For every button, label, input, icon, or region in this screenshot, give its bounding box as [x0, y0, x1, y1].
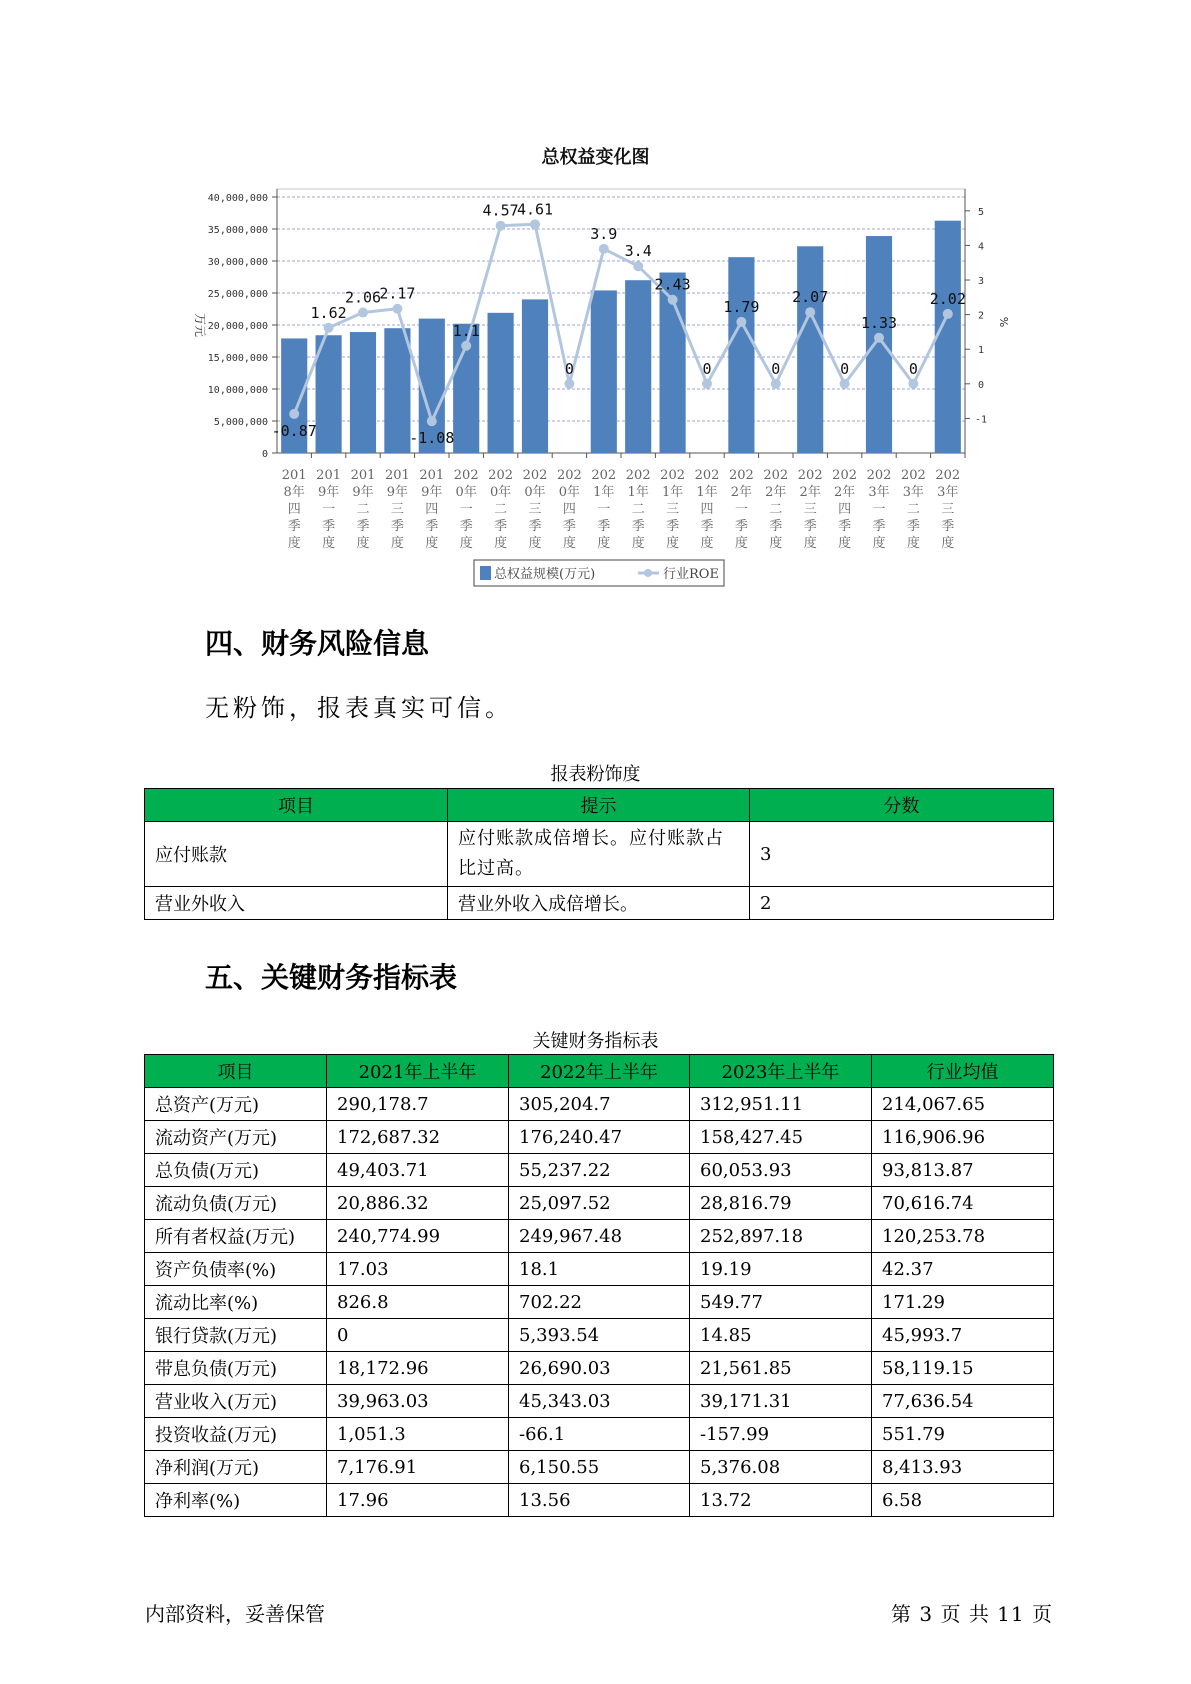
x-tick-label: 季 — [287, 519, 301, 534]
kpi-value: 116,906.96 — [872, 1121, 1054, 1154]
y2-tick-label: 1 — [977, 345, 985, 357]
x-tick-label: 度 — [287, 536, 301, 551]
x-tick-label: 202 — [728, 468, 754, 483]
x-tick-label: 202 — [900, 468, 926, 483]
x-tick-label: 1年 — [661, 485, 684, 500]
kpi-item: 所有者权益(万元) — [145, 1220, 327, 1253]
risk-table — [144, 788, 1054, 920]
x-tick-label: 1年 — [593, 485, 615, 500]
y-axis-label: 万元 — [193, 312, 207, 338]
risk-tip: 应付账款成倍增长。应付账款占比过高。 — [448, 822, 750, 887]
x-tick-label: 二 — [631, 502, 645, 517]
x-tick-label: 0年 — [558, 485, 581, 500]
roe-point — [496, 221, 506, 231]
header-cell: 2021年上半年 — [327, 1055, 509, 1088]
x-tick-label: 季 — [941, 519, 955, 534]
x-tick-label: 度 — [872, 536, 886, 551]
table-row — [145, 1253, 1054, 1286]
x-tick-label: 度 — [425, 536, 439, 551]
roe-data-label: 1.62 — [310, 303, 347, 322]
x-tick-label: 三 — [666, 502, 680, 517]
kpi-value: 45,343.03 — [509, 1385, 690, 1418]
x-tick-label: 三 — [390, 502, 404, 517]
x-tick-label: 季 — [425, 519, 439, 534]
y2-axis-label: % — [997, 316, 1010, 328]
kpi-value: 70,616.74 — [872, 1187, 1054, 1220]
kpi-value: 55,237.22 — [509, 1154, 690, 1187]
bar — [384, 328, 410, 453]
x-tick-label: 202 — [797, 468, 823, 483]
bar — [625, 280, 651, 453]
x-tick-label: 度 — [700, 536, 714, 551]
risk-tip: 营业外收入成倍增长。 — [448, 887, 750, 920]
roe-point — [702, 379, 712, 389]
y-tick-label: 20,000,000 — [207, 321, 268, 332]
table-row — [145, 822, 1054, 887]
risk-item: 营业外收入 — [145, 887, 448, 920]
x-tick-label: 度 — [803, 536, 817, 551]
header-cell: 提示 — [448, 789, 750, 822]
x-tick-label: 季 — [769, 519, 783, 534]
x-tick-label: 季 — [597, 519, 611, 534]
kpi-table-caption: 关键财务指标表 — [532, 1031, 659, 1052]
roe-point — [358, 308, 368, 318]
x-tick-label: 3年 — [902, 485, 925, 500]
x-tick-label: 202 — [763, 468, 789, 483]
table-row — [145, 1187, 1054, 1220]
legend-bar-swatch — [480, 566, 491, 580]
x-tick-label: 季 — [838, 519, 852, 534]
x-tick-label: 季 — [906, 519, 920, 534]
table-row — [145, 1154, 1054, 1187]
x-tick-label: 3年 — [937, 485, 959, 500]
kpi-value: 26,690.03 — [509, 1352, 690, 1385]
x-tick-label: 0年 — [489, 485, 512, 500]
x-tick-label: 度 — [838, 536, 852, 551]
kpi-value: 176,240.47 — [509, 1121, 690, 1154]
x-tick-label: 202 — [832, 468, 858, 483]
table-row — [145, 1385, 1054, 1418]
x-tick-label: 四 — [287, 502, 301, 517]
y2-tick-label: 2 — [977, 310, 985, 322]
equity-chart — [0, 0, 1191, 600]
kpi-value: 28,816.79 — [690, 1187, 872, 1220]
x-tick-label: 三 — [528, 502, 542, 517]
x-tick-label: 季 — [631, 519, 645, 534]
kpi-value: 171.29 — [872, 1286, 1054, 1319]
legend-line-label: 行业ROE — [663, 567, 719, 582]
x-tick-label: 度 — [562, 536, 576, 551]
x-tick-label: 2年 — [765, 485, 787, 500]
x-tick-label: 9年 — [386, 485, 409, 500]
x-tick-label: 202 — [625, 468, 651, 483]
bar — [935, 221, 961, 453]
kpi-value: 7,176.91 — [327, 1451, 509, 1484]
roe-point — [392, 304, 402, 314]
x-tick-label: 一 — [322, 502, 336, 517]
kpi-item: 银行贷款(万元) — [145, 1319, 327, 1352]
x-tick-label: 201 — [350, 468, 376, 483]
kpi-item: 投资收益(万元) — [145, 1418, 327, 1451]
risk-score: 2 — [750, 887, 1054, 920]
x-tick-label: 9年 — [317, 485, 340, 500]
x-tick-label: 2年 — [730, 485, 753, 500]
x-tick-label: 度 — [356, 536, 370, 551]
roe-data-label: 1.33 — [860, 313, 898, 332]
header-cell: 分数 — [750, 789, 1054, 822]
x-tick-label: 季 — [803, 519, 817, 534]
table-row — [145, 1088, 1054, 1121]
footer-page-number: 第 3 页 共 11 页 — [891, 1602, 1053, 1626]
x-tick-label: 度 — [941, 536, 955, 551]
kpi-value: 42.37 — [872, 1253, 1054, 1286]
y2-tick-label: -1 — [974, 414, 988, 426]
x-tick-label: 202 — [591, 468, 617, 483]
kpi-value: 6,150.55 — [509, 1451, 690, 1484]
risk-table-header — [145, 789, 1054, 822]
y-tick-label: 35,000,000 — [207, 225, 268, 236]
roe-data-label: 2.06 — [344, 288, 382, 307]
y-tick-label: 10,000,000 — [207, 385, 268, 396]
kpi-item: 流动资产(万元) — [145, 1121, 327, 1154]
y-tick-label: 25,000,000 — [207, 289, 268, 300]
x-tick-label: 四 — [838, 502, 852, 517]
kpi-value: 39,171.31 — [690, 1385, 872, 1418]
header-cell: 行业均值 — [872, 1055, 1054, 1088]
x-tick-label: 8年 — [283, 485, 305, 500]
kpi-item: 资产负债率(%) — [145, 1253, 327, 1286]
kpi-value: 172,687.32 — [327, 1121, 509, 1154]
bar — [728, 257, 754, 453]
roe-data-label: 2.17 — [379, 284, 416, 303]
x-tick-label: 度 — [906, 536, 920, 551]
roe-point — [908, 379, 918, 389]
kpi-value: -66.1 — [509, 1418, 690, 1451]
x-tick-label: 度 — [631, 536, 645, 551]
x-tick-label: 202 — [556, 468, 582, 483]
x-tick-label: 三 — [941, 502, 955, 517]
kpi-value: 93,813.87 — [872, 1154, 1054, 1187]
footer-confidential: 内部资料，妥善保管 — [145, 1602, 325, 1626]
roe-point — [461, 341, 471, 351]
kpi-value: 826.8 — [327, 1286, 509, 1319]
x-tick-label: 季 — [528, 519, 542, 534]
y-tick-label: 30,000,000 — [207, 257, 268, 268]
x-tick-label: 二 — [356, 502, 370, 517]
header-cell: 项目 — [145, 1055, 327, 1088]
kpi-value: -157.99 — [690, 1418, 872, 1451]
kpi-value: 14.85 — [690, 1319, 872, 1352]
x-tick-label: 2年 — [833, 485, 856, 500]
kpi-value: 5,393.54 — [509, 1319, 690, 1352]
roe-data-label: 0 — [908, 359, 918, 378]
risk-score: 3 — [750, 822, 1054, 887]
kpi-value: 240,774.99 — [327, 1220, 509, 1253]
kpi-item: 净利润(万元) — [145, 1451, 327, 1484]
y2-tick-label: 0 — [977, 379, 985, 391]
kpi-value: 249,967.48 — [509, 1220, 690, 1253]
x-tick-label: 季 — [562, 519, 576, 534]
y-tick-label: 40,000,000 — [207, 193, 268, 204]
header-cell: 2022年上半年 — [509, 1055, 690, 1088]
x-tick-label: 9年 — [421, 485, 443, 500]
roe-data-label: 0 — [564, 359, 574, 378]
x-tick-label: 度 — [666, 536, 680, 551]
x-tick-label: 201 — [316, 468, 342, 483]
x-tick-label: 季 — [734, 519, 748, 534]
legend-bar-label: 总权益规模(万元) — [494, 567, 596, 582]
table-row — [145, 1121, 1054, 1154]
x-tick-label: 1年 — [696, 485, 718, 500]
kpi-value: 17.96 — [327, 1484, 509, 1517]
section5-heading: 五、关键财务指标表 — [205, 961, 458, 994]
kpi-table-body — [145, 1088, 1054, 1517]
x-tick-label: 季 — [356, 519, 370, 534]
x-tick-label: 度 — [322, 536, 336, 551]
kpi-value: 5,376.08 — [690, 1451, 872, 1484]
roe-data-label: 4.61 — [516, 200, 554, 219]
x-tick-label: 202 — [935, 468, 961, 483]
x-tick-label: 季 — [666, 519, 680, 534]
roe-data-label: 2.02 — [929, 289, 966, 308]
kpi-value: 20,886.32 — [327, 1187, 509, 1220]
x-tick-label: 度 — [390, 536, 404, 551]
roe-data-label: 0 — [840, 359, 850, 378]
kpi-item: 营业收入(万元) — [145, 1385, 327, 1418]
x-tick-label: 202 — [694, 468, 720, 483]
section4-heading: 四、财务风险信息 — [205, 627, 430, 660]
x-tick-label: 二 — [494, 502, 508, 517]
x-tick-label: 9年 — [352, 485, 374, 500]
x-tick-label: 一 — [459, 502, 473, 517]
x-tick-label: 0年 — [455, 485, 477, 500]
y-tick-label: 15,000,000 — [207, 353, 268, 364]
roe-point — [633, 261, 643, 271]
table-row — [145, 887, 1054, 920]
x-tick-label: 度 — [769, 536, 783, 551]
x-tick-label: 度 — [494, 536, 508, 551]
legend-line-marker — [644, 569, 652, 577]
x-tick-label: 度 — [528, 536, 542, 551]
x-tick-label: 一 — [597, 502, 611, 517]
kpi-value: 702.22 — [509, 1286, 690, 1319]
roe-data-label: 0 — [771, 359, 781, 378]
roe-point — [805, 307, 815, 317]
x-tick-label: 四 — [425, 502, 439, 517]
kpi-value: 158,427.45 — [690, 1121, 872, 1154]
roe-data-label: 1.79 — [723, 297, 760, 316]
kpi-value: 551.79 — [872, 1418, 1054, 1451]
bar — [866, 236, 892, 453]
x-tick-label: 季 — [322, 519, 336, 534]
roe-data-label: -1.08 — [409, 429, 455, 448]
kpi-item: 净利率(%) — [145, 1484, 327, 1517]
y-tick-label: 5,000,000 — [213, 417, 268, 428]
roe-point — [771, 379, 781, 389]
kpi-item: 带息负债(万元) — [145, 1352, 327, 1385]
x-tick-label: 202 — [522, 468, 548, 483]
roe-point — [736, 317, 746, 327]
x-tick-label: 季 — [390, 519, 404, 534]
x-tick-label: 一 — [734, 502, 748, 517]
kpi-value: 13.56 — [509, 1484, 690, 1517]
x-tick-label: 202 — [660, 468, 686, 483]
table-row — [145, 1319, 1054, 1352]
roe-data-label: 3.4 — [624, 242, 652, 261]
y2-tick-label: 3 — [977, 276, 985, 288]
kpi-value: 45,993.7 — [872, 1319, 1054, 1352]
risk-item: 应付账款 — [145, 822, 448, 887]
x-tick-label: 0年 — [524, 485, 546, 500]
kpi-item: 总负债(万元) — [145, 1154, 327, 1187]
kpi-value: 549.77 — [690, 1286, 872, 1319]
kpi-value: 0 — [327, 1319, 509, 1352]
x-tick-label: 季 — [494, 519, 508, 534]
y2-tick-label: 5 — [977, 206, 985, 218]
roe-point — [564, 379, 574, 389]
kpi-value: 60,053.93 — [690, 1154, 872, 1187]
roe-data-label: 3.9 — [590, 224, 618, 243]
kpi-value: 252,897.18 — [690, 1220, 872, 1253]
kpi-value: 17.03 — [327, 1253, 509, 1286]
roe-data-label: 4.57 — [482, 201, 519, 220]
x-tick-label: 202 — [488, 468, 514, 483]
roe-data-label: -0.87 — [271, 421, 317, 440]
x-tick-label: 2年 — [799, 485, 821, 500]
x-tick-label: 三 — [803, 502, 817, 517]
roe-point — [874, 333, 884, 343]
table-row — [145, 1418, 1054, 1451]
kpi-value: 58,119.15 — [872, 1352, 1054, 1385]
x-tick-label: 季 — [872, 519, 886, 534]
kpi-table-header — [145, 1055, 1054, 1088]
kpi-value: 39,963.03 — [327, 1385, 509, 1418]
x-tick-label: 201 — [419, 468, 445, 483]
roe-point — [840, 379, 850, 389]
x-tick-label: 四 — [562, 502, 576, 517]
bar — [797, 246, 823, 453]
table-row — [145, 1352, 1054, 1385]
roe-point — [530, 219, 540, 229]
section4-text: 无粉饰，报表真实可信。 — [205, 694, 513, 722]
x-tick-label: 一 — [872, 502, 886, 517]
chart-title: 总权益变化图 — [541, 147, 650, 168]
x-tick-label: 3年 — [868, 485, 890, 500]
bar — [522, 299, 548, 453]
kpi-item: 流动比率(%) — [145, 1286, 327, 1319]
kpi-value: 18.1 — [509, 1253, 690, 1286]
roe-point — [668, 295, 678, 305]
y-tick-label: 0 — [261, 449, 268, 460]
bar — [488, 313, 514, 453]
table-row — [145, 1484, 1054, 1517]
x-tick-label: 201 — [384, 468, 410, 483]
roe-point — [324, 323, 334, 333]
kpi-value: 120,253.78 — [872, 1220, 1054, 1253]
roe-data-label: 1.1 — [452, 321, 480, 340]
x-tick-label: 季 — [459, 519, 473, 534]
roe-point — [943, 309, 953, 319]
kpi-value: 18,172.96 — [327, 1352, 509, 1385]
x-tick-label: 二 — [769, 502, 783, 517]
x-tick-label: 四 — [700, 502, 714, 517]
roe-data-label: 2.07 — [792, 288, 829, 307]
kpi-value: 8,413.93 — [872, 1451, 1054, 1484]
kpi-value: 290,178.7 — [327, 1088, 509, 1121]
roe-data-label: 2.43 — [654, 275, 691, 294]
bar — [350, 332, 376, 453]
roe-data-label: 0 — [702, 359, 712, 378]
roe-point — [599, 244, 609, 254]
y2-tick-label: 4 — [977, 241, 985, 253]
x-tick-label: 度 — [597, 536, 611, 551]
x-tick-label: 二 — [906, 502, 920, 517]
kpi-value: 19.19 — [690, 1253, 872, 1286]
kpi-value: 49,403.71 — [327, 1154, 509, 1187]
kpi-value: 305,204.7 — [509, 1088, 690, 1121]
x-tick-label: 1年 — [627, 485, 649, 500]
kpi-value: 312,951.11 — [690, 1088, 872, 1121]
kpi-value: 25,097.52 — [509, 1187, 690, 1220]
kpi-value: 6.58 — [872, 1484, 1054, 1517]
kpi-value: 21,561.85 — [690, 1352, 872, 1385]
x-tick-label: 度 — [459, 536, 473, 551]
risk-table-caption: 报表粉饰度 — [550, 764, 641, 785]
kpi-value: 77,636.54 — [872, 1385, 1054, 1418]
header-cell: 2023年上半年 — [690, 1055, 872, 1088]
x-tick-label: 202 — [866, 468, 892, 483]
bar — [591, 290, 617, 453]
x-tick-label: 季 — [700, 519, 714, 534]
roe-point — [427, 416, 437, 426]
kpi-table — [144, 1054, 1054, 1517]
x-tick-label: 202 — [453, 468, 479, 483]
kpi-value: 214,067.65 — [872, 1088, 1054, 1121]
table-row — [145, 1220, 1054, 1253]
kpi-item: 总资产(万元) — [145, 1088, 327, 1121]
roe-point — [289, 409, 299, 419]
kpi-value: 1,051.3 — [327, 1418, 509, 1451]
table-row — [145, 1451, 1054, 1484]
x-tick-label: 度 — [734, 536, 748, 551]
table-row — [145, 1286, 1054, 1319]
kpi-value: 13.72 — [690, 1484, 872, 1517]
kpi-item: 流动负债(万元) — [145, 1187, 327, 1220]
x-tick-label: 201 — [281, 468, 307, 483]
header-cell: 项目 — [145, 789, 448, 822]
